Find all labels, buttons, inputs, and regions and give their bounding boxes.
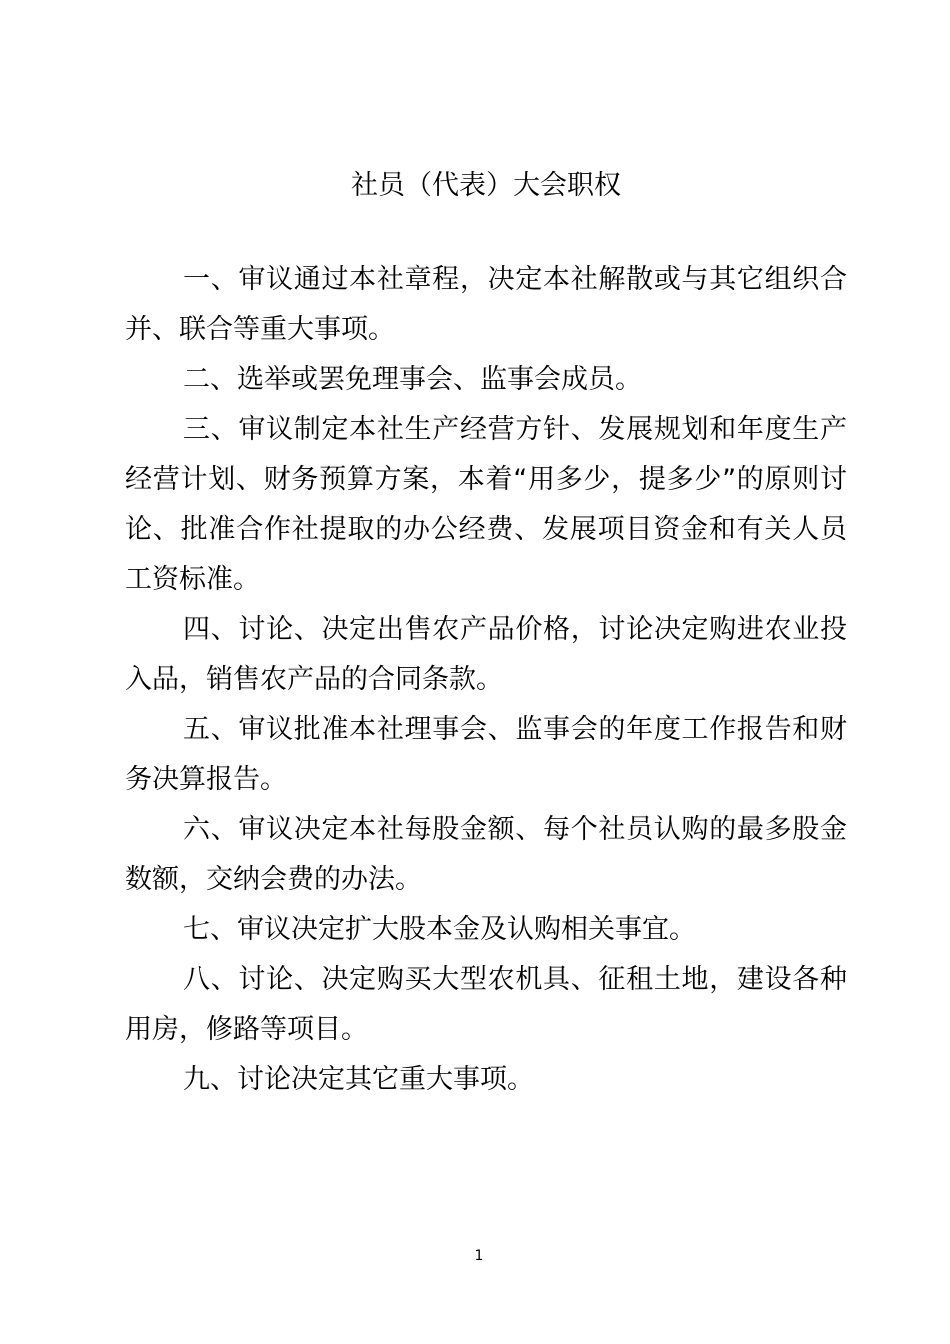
page-number: 1: [474, 1248, 484, 1264]
document-title: 社员（代表）大会职权: [351, 170, 621, 201]
paragraph-1: 一、审议通过本社章程，决定本社解散或与其它组织合并、联合等重大事项。: [125, 264, 847, 345]
paragraph-6: 六、审议决定本社每股金额、每个社员认购的最多股金数额，交纳会费的办法。: [125, 814, 847, 895]
paragraph-4: 四、讨论、决定出售农产品价格，讨论决定购进农业投入品，销售农产品的合同条款。: [125, 614, 847, 695]
paragraph-2: 二、选举或罢免理事会、监事会成员。: [183, 364, 642, 395]
paragraph-8: 八、讨论、决定购买大型农机具、征租土地，建设各种用房，修路等项目。: [125, 964, 847, 1045]
document-body: [125, 255, 847, 1105]
paragraph-7: 七、审议决定扩大股本金及认购相关事宜。: [183, 914, 696, 945]
paragraph-3: 三、审议制定本社生产经营方针、发展规划和年度生产经营计划、财务预算方案，本着“用多少，提多少”的原则讨论、批准合作社提取的办公经费、发展项目资金和有关人员工资标准。: [125, 414, 847, 595]
paragraph-5: 五、审议批准本社理事会、监事会的年度工作报告和财务决算报告。: [125, 714, 847, 795]
paragraph-9: 九、讨论决定其它重大事项。: [183, 1064, 534, 1095]
